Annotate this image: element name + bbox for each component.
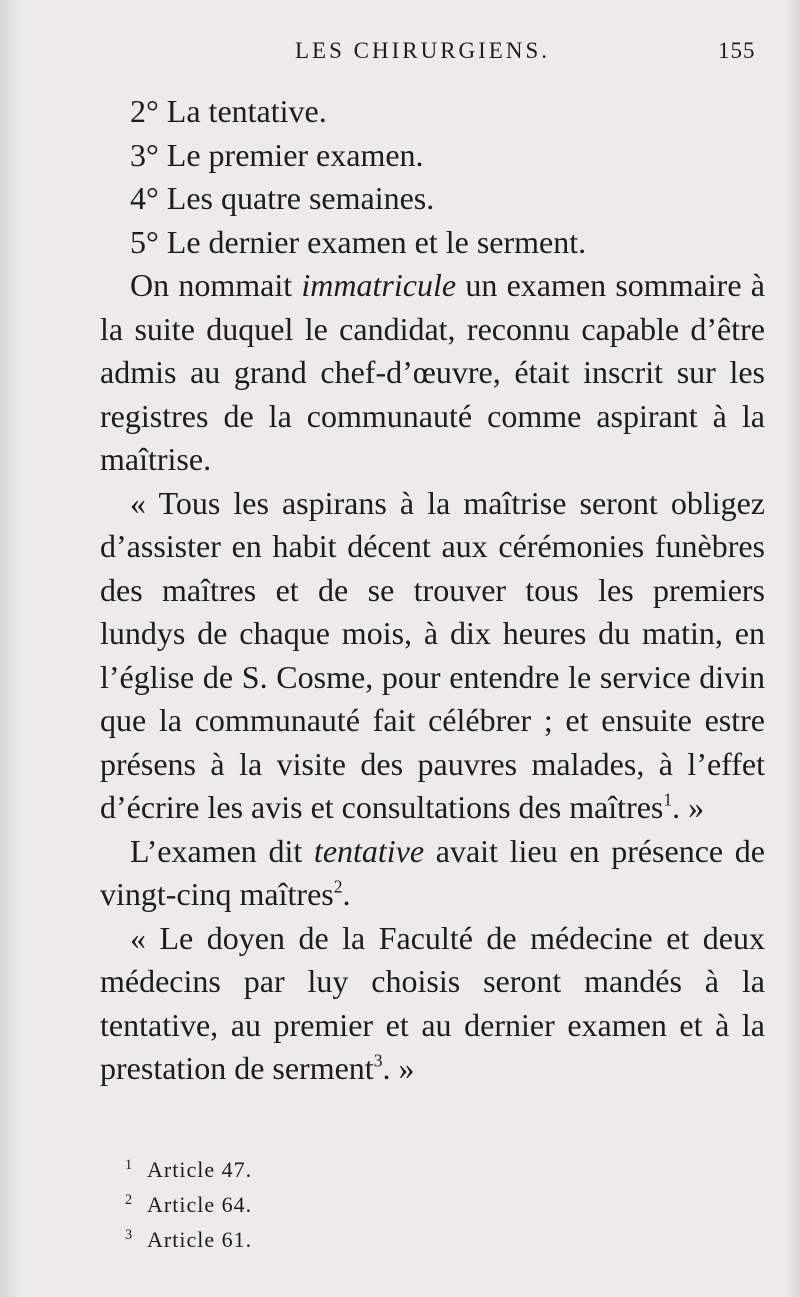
footnotes (125, 1150, 725, 1255)
list-item: 4° Les quatre semaines. (130, 180, 435, 216)
footnote-ref-1: 1 (663, 789, 673, 810)
footnote-ref-2: 2 (333, 876, 343, 897)
page-gutter-shadow (0, 0, 22, 1297)
running-head-title: LES CHIRURGIENS. (295, 38, 551, 63)
list-item: 5° Le dernier examen et le serment. (130, 223, 587, 260)
paragraph-immatricule: On nommait immatricule un examen sommaire à la suite duquel le candidat, reconnu capable d’être admis au grand chef-d’œuvre, était inscrit sur les registres de la communauté comme aspirant à la maîtrise. (100, 267, 765, 477)
paragraph-quote-aspirans: « Tous les aspirans à la maîtrise seront obligez d’assister en habit décent aux cérémonies funèbres des maîtres et de se trouver tous les premiers lundys de chaque mois, à dix heures du matin, en l’église de S. Cosme, pour entendre le service divin que la communauté fait célébrer ; et ensuite estre présens à la visite des pauvres malades, à l’effet d’écrire les avis et consultations des maîtres$^1$. » (100, 484, 765, 825)
page-edge-shadow (786, 0, 800, 1297)
footnote: 2 Article 64. (125, 1191, 253, 1217)
footnote-ref-3: 3 (373, 1050, 383, 1071)
emphasis-immatricule: immatricule (301, 267, 457, 303)
body-text (100, 90, 765, 1091)
list-item: 3° Le premier examen. (130, 136, 424, 173)
footnote: 3 Article 61. (125, 1226, 253, 1252)
footnote: 1 Article 47. (125, 1156, 253, 1182)
paragraph-quote-doyen: « Le doyen de la Faculté de médecine et deux médecins par luy choisis seront mandés à la tentative, au premier et au dernier examen et à la prestation de serment$^3$. » (100, 919, 765, 1086)
running-head (0, 38, 800, 74)
paragraph-tentative: L’examen dit tentative avait lieu en présence de vingt-cinq maîtres$^2$. (100, 832, 766, 912)
list-item: 2° La tentative. (130, 93, 327, 129)
emphasis-tentative: tentative (313, 832, 425, 869)
page-number: 155 (718, 38, 756, 63)
